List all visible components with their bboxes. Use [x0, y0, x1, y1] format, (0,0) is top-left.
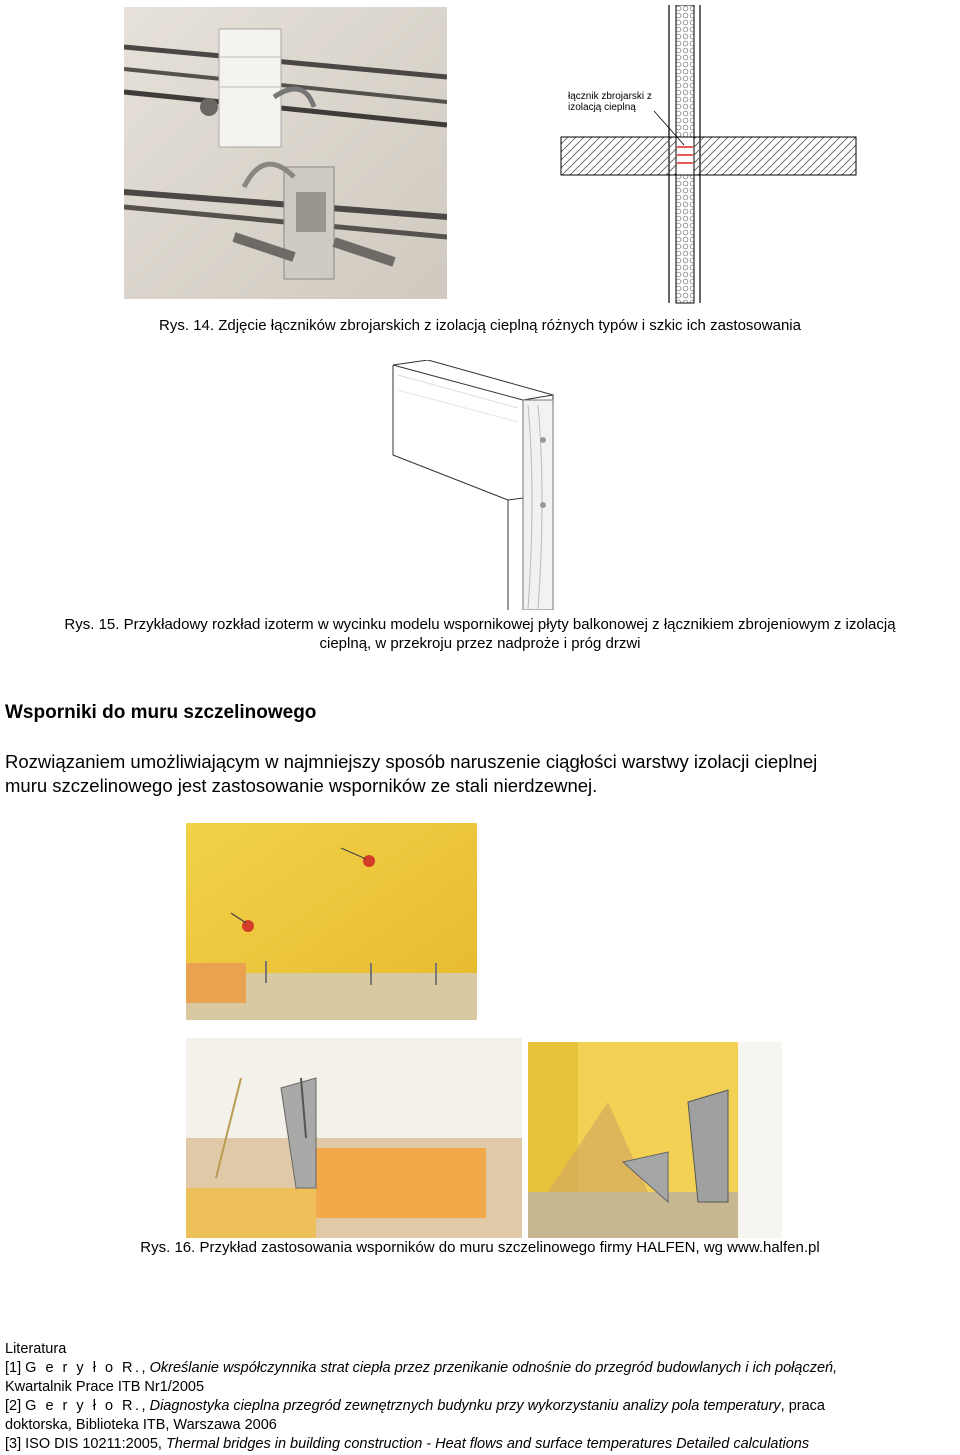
- figure-15-caption: [0, 615, 960, 653]
- reference-2: [2] G e r y ł o R., Diagnostyka cieplna przegród zewnętrznych budynku przy wykorzystaniu analizy pola temperatury, praca: [5, 1398, 826, 1414]
- reference-2-line2: doktorska, Biblioteka ITB, Warszawa 2006: [5, 1417, 277, 1433]
- figure-15-caption-line2: cieplną, w przekroju przez nadproże i próg drzwi: [319, 635, 641, 652]
- literature-heading: Literatura: [5, 1341, 67, 1357]
- reference-2-number: [2]: [5, 1398, 22, 1414]
- reference-3-title: Thermal bridges in building construction - Heat flows and surface temperatures Detailed calculations: [165, 1436, 810, 1452]
- cavity-wall-photo-bottom-left: [186, 1038, 522, 1238]
- figure-16-caption: Rys. 16. Przykład zastosowania wsporników do muru szczelinowego firmy HALFEN, wg www.halfen.pl: [140, 1239, 820, 1256]
- section-paragraph-line1: Rozwiązaniem umożliwiającym w najmniejszy sposób naruszenie ciągłości warstwy izolacji cieplnej: [5, 751, 818, 772]
- isotherm-model-drawing: [388, 360, 574, 610]
- reference-2-tail: , praca: [780, 1398, 826, 1414]
- section-paragraph: [5, 750, 955, 798]
- reference-1-line2: Kwartalnik Prace ITB Nr1/2005: [5, 1379, 205, 1395]
- reference-3-prefix: [3] ISO DIS 10211:2005,: [5, 1436, 166, 1452]
- connector-sketch: [556, 5, 860, 305]
- reference-1-title: Określanie współczynnika strat ciepła przez przenikanie odnośnie do przegród budowlanych i ich połączeń,: [149, 1360, 838, 1376]
- figure-15-caption-line1: Rys. 15. Przykładowy rozkład izoterm w wycinku modelu wspornikowej płyty balkonowej z łącznikiem zbrojeniowym z izolacją: [64, 616, 896, 633]
- section-heading: Wsporniki do muru szczelinowego: [5, 702, 317, 723]
- reference-1-author: G e r y ł o R.: [25, 1360, 142, 1376]
- connector-photo: [124, 7, 447, 299]
- literature-section: [5, 1340, 960, 1454]
- section-paragraph-line2: muru szczelinowego jest zastosowanie wsporników ze stali nierdzewnej.: [5, 775, 598, 796]
- reference-2-title: Diagnostyka cieplna przegród zewnętrznych budynku przy wykorzystaniu analizy pola temperatury: [149, 1398, 781, 1414]
- reference-3: [5, 1435, 960, 1454]
- cavity-wall-photo-top: [186, 823, 477, 1020]
- reference-1: [1] G e r y ł o R., Określanie współczynnika strat ciepła przez przenikanie odnośnie do przegród budowlanych i ich połączeń,: [5, 1360, 838, 1376]
- cavity-wall-photo-bottom-right: [528, 1042, 782, 1238]
- reference-1-number: [1]: [5, 1360, 22, 1376]
- sketch-label-line2: izolacją cieplną: [568, 102, 636, 113]
- sketch-label-line1: łącznik zbrojarski z: [568, 91, 652, 102]
- figure-14-caption: Rys. 14. Zdjęcie łączników zbrojarskich z izolacją cieplną różnych typów i szkic ich zastosowania: [159, 317, 801, 334]
- reference-2-author: G e r y ł o R.: [25, 1398, 142, 1414]
